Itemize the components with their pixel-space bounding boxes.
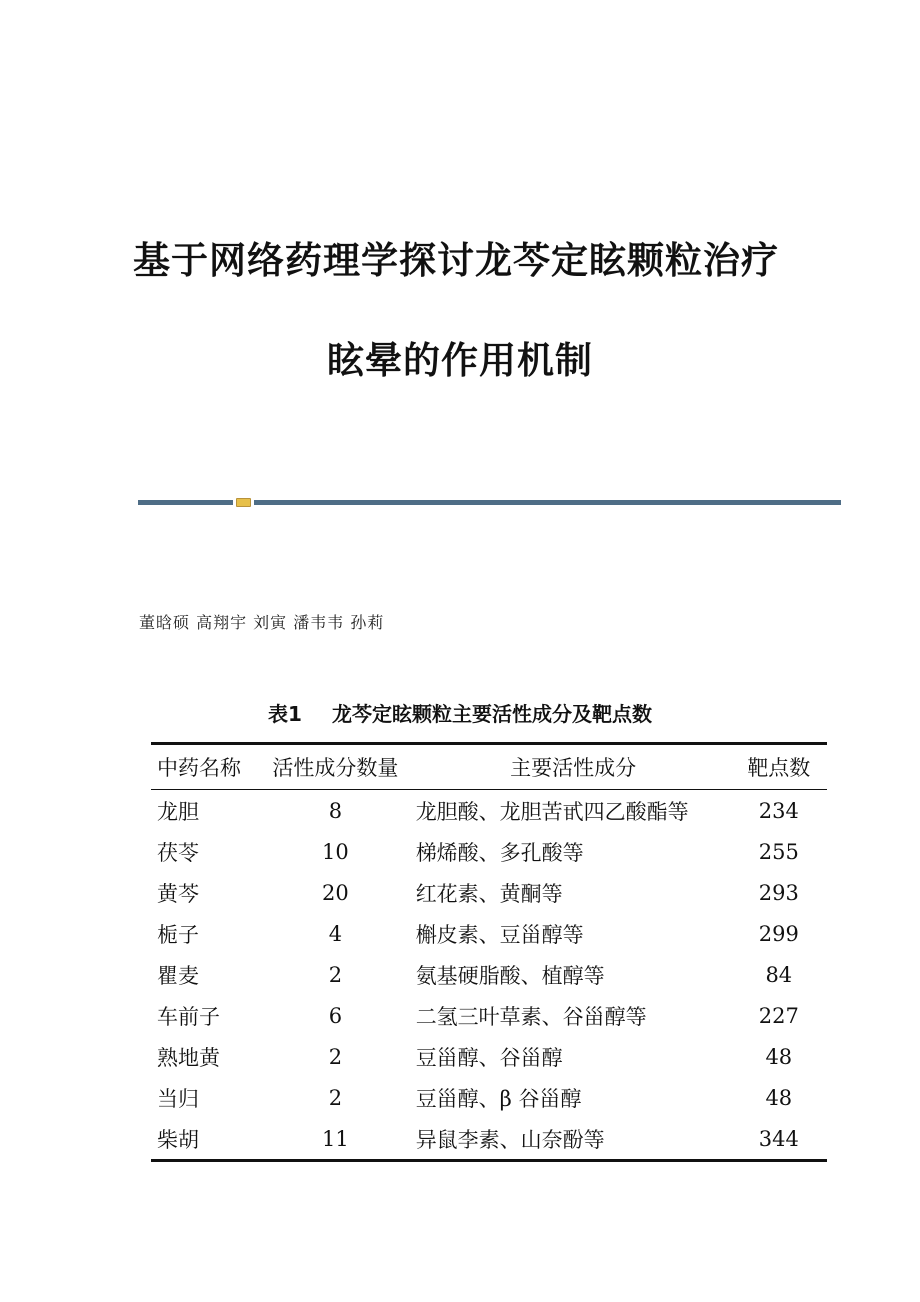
cell-target-count: 48 — [765, 1085, 793, 1110]
cell-herb-name: 熟地黄 — [157, 1045, 220, 1070]
cell-component-count: 8 — [328, 798, 343, 823]
table-caption — [0, 698, 920, 727]
table-row — [151, 872, 827, 913]
cell-component-count: 6 — [328, 1003, 343, 1028]
cell-component-count: 2 — [328, 962, 343, 987]
cell-component-count: 4 — [328, 921, 343, 946]
cell-target-count: 344 — [758, 1126, 799, 1151]
cell-component-count: 2 — [328, 1044, 343, 1069]
title-line-1: 基于网络药理学探讨龙芩定眩颗粒治疗 — [133, 239, 779, 282]
cell-main-components: 二氢三叶草素、谷甾醇等 — [415, 1004, 647, 1029]
cell-main-components: 红花素、黄酮等 — [415, 881, 563, 906]
cell-herb-name: 龙胆 — [157, 799, 199, 824]
cell-target-count: 255 — [758, 839, 799, 864]
title-line-2: 眩晕的作用机制 — [327, 339, 593, 382]
author-list: 董晗硕 高翔宇 刘寅 潘韦韦 孙莉 — [139, 613, 385, 632]
table-row — [151, 954, 827, 995]
title-divider — [138, 498, 841, 507]
cell-main-components: 槲皮素、豆甾醇等 — [415, 922, 584, 947]
table-row — [151, 1036, 827, 1077]
table-caption-text: 龙芩定眩颗粒主要活性成分及靶点数 — [331, 702, 652, 726]
cell-main-components: 豆甾醇、谷甾醇 — [415, 1045, 563, 1070]
cell-target-count: 293 — [758, 880, 799, 905]
header-component-count: 活性成分数量 — [272, 756, 399, 780]
cell-herb-name: 黄芩 — [157, 881, 199, 906]
table-caption-number: 表1 — [268, 702, 302, 726]
table-row — [151, 831, 827, 872]
table-row — [151, 1118, 827, 1161]
table-container — [151, 742, 827, 1162]
cell-target-count: 84 — [765, 962, 793, 987]
header-herb-name: 中药名称 — [157, 756, 241, 780]
cell-herb-name: 茯苓 — [157, 840, 199, 865]
table-row — [151, 913, 827, 954]
table-row — [151, 790, 827, 832]
cell-component-count: 2 — [328, 1085, 343, 1110]
cell-main-components: 梯烯酸、多孔酸等 — [415, 840, 584, 865]
header-target-count: 靶点数 — [747, 756, 811, 780]
divider-bar-left — [138, 500, 233, 505]
herb-components-table — [151, 742, 827, 1162]
cell-herb-name: 当归 — [157, 1086, 199, 1111]
cell-herb-name: 瞿麦 — [157, 963, 199, 988]
cell-herb-name: 栀子 — [157, 922, 199, 947]
cell-main-components: 异鼠李素、山奈酚等 — [415, 1127, 605, 1152]
cell-component-count: 10 — [322, 839, 349, 864]
cell-herb-name: 柴胡 — [157, 1127, 199, 1152]
table-row — [151, 1077, 827, 1118]
cell-target-count: 299 — [758, 921, 799, 946]
cell-herb-name: 车前子 — [157, 1004, 220, 1029]
table-header-row — [151, 744, 827, 790]
divider-bar-right — [254, 500, 841, 505]
header-main-components: 主要活性成分 — [510, 756, 637, 780]
divider-ornament-icon — [236, 498, 251, 507]
cell-component-count: 20 — [322, 880, 349, 905]
cell-component-count: 11 — [322, 1126, 349, 1151]
cell-main-components: 氨基硬脂酸、植醇等 — [415, 963, 605, 988]
cell-target-count: 234 — [758, 798, 799, 823]
table-row — [151, 995, 827, 1036]
cell-target-count: 227 — [758, 1003, 799, 1028]
cell-main-components: 豆甾醇、β 谷甾醇 — [415, 1086, 582, 1111]
cell-target-count: 48 — [765, 1044, 793, 1069]
cell-main-components: 龙胆酸、龙胆苦甙四乙酸酯等 — [415, 799, 689, 824]
